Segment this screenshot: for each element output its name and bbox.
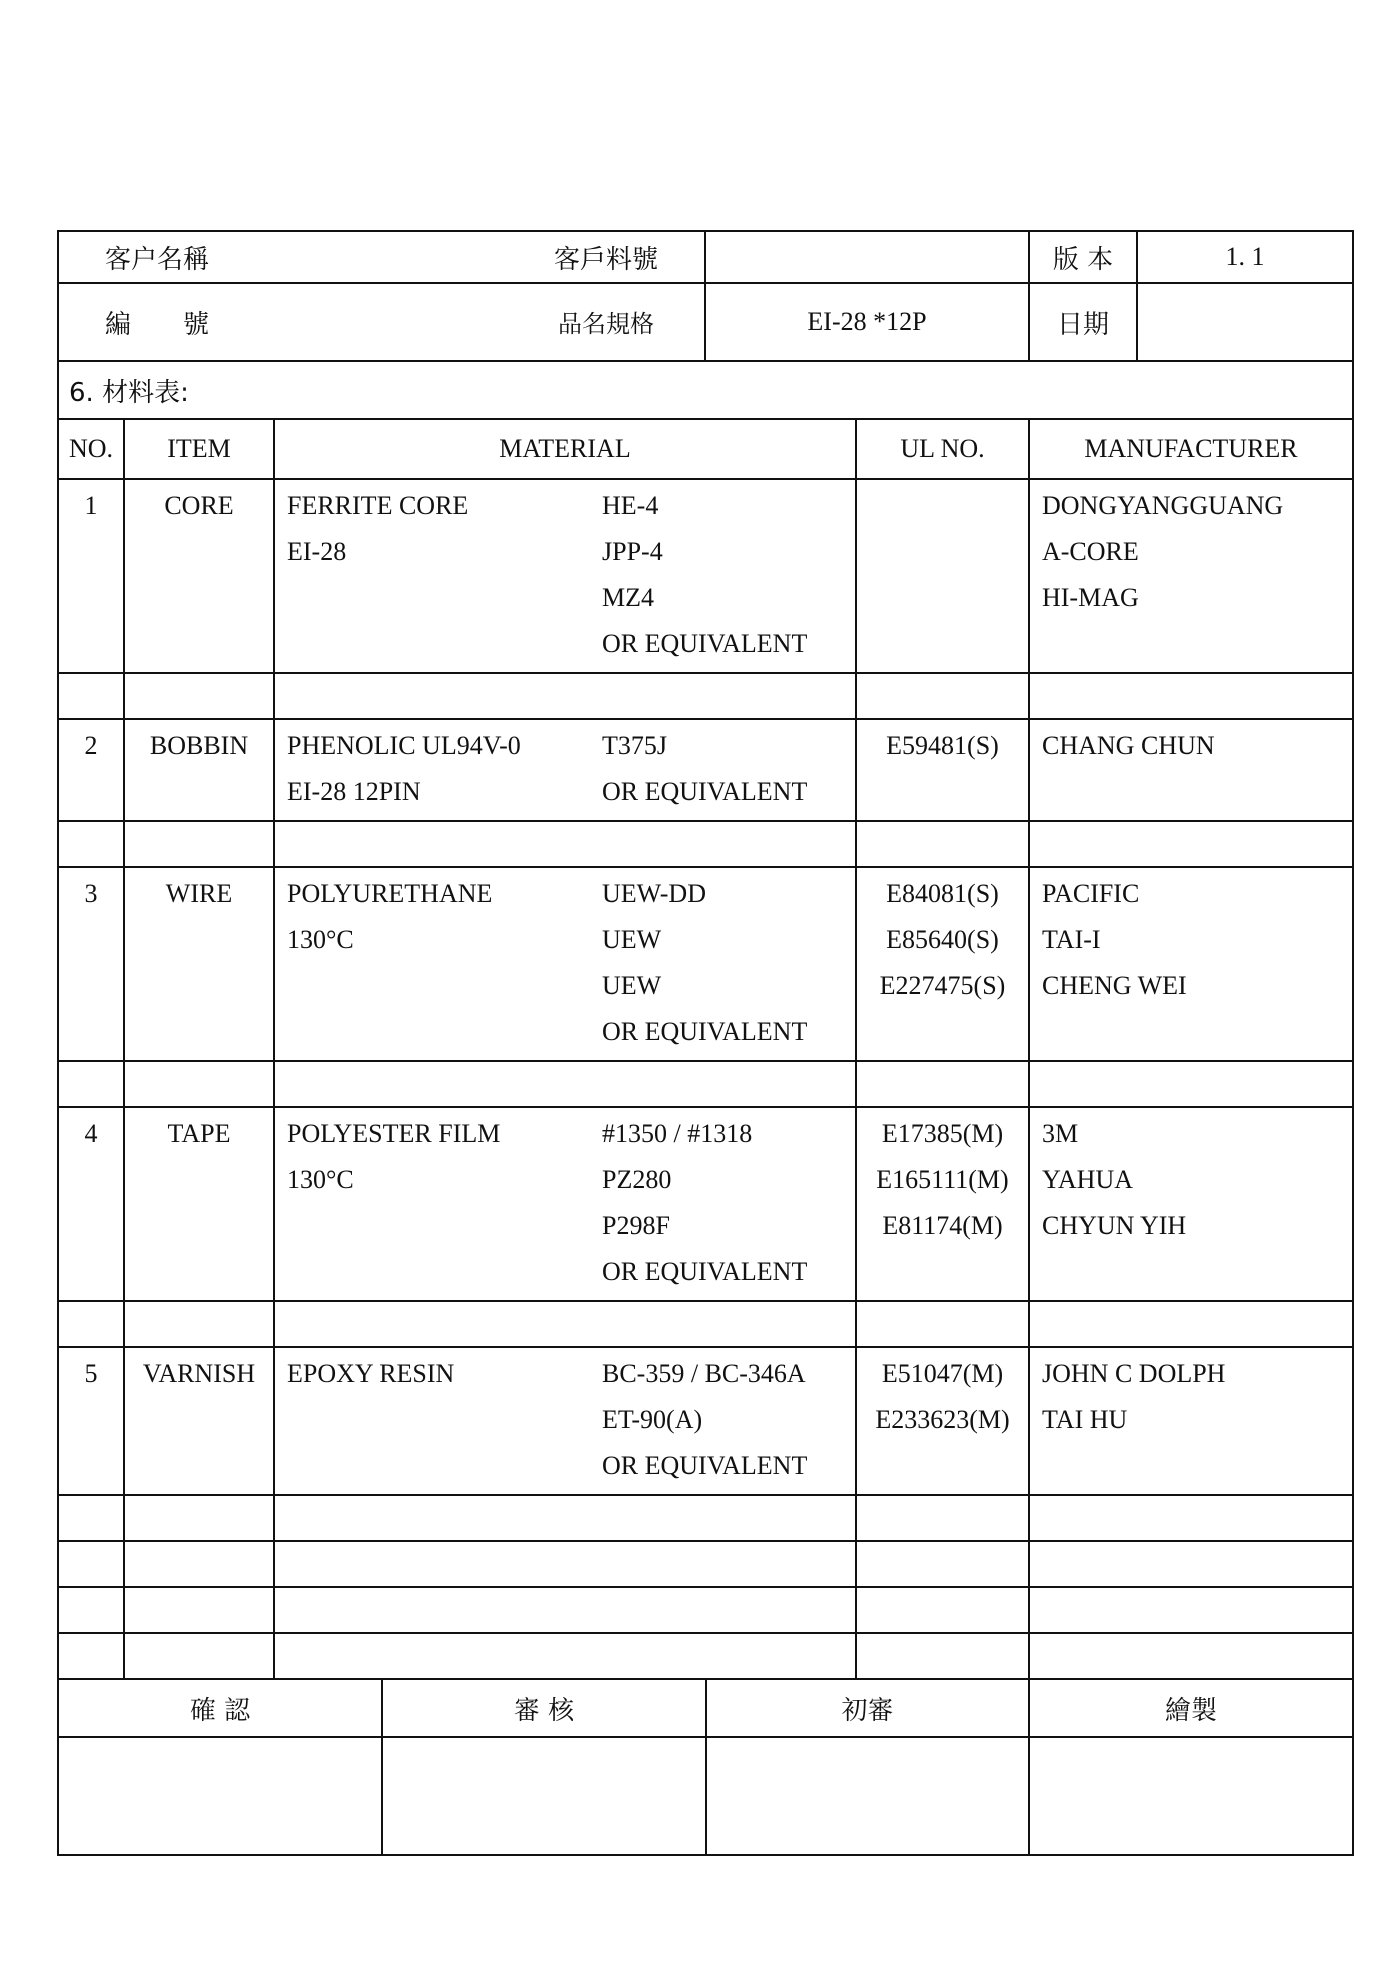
blank-cell	[124, 1587, 274, 1633]
col-item: ITEM	[124, 419, 274, 479]
material-desc-list	[287, 723, 602, 815]
blank-cell	[274, 1061, 856, 1107]
row-material-cell	[274, 1107, 856, 1301]
row-item: BOBBIN	[149, 731, 249, 760]
blank-cell	[856, 1633, 1029, 1679]
blank-cell	[856, 673, 1029, 719]
blank-cell	[1029, 1587, 1353, 1633]
row-no-cell	[58, 1107, 124, 1301]
blank-cell	[58, 1061, 124, 1107]
ul-number-list	[857, 1111, 1028, 1249]
blank-cell	[58, 1541, 124, 1587]
row-no: 1	[84, 491, 98, 520]
col-material: MATERIAL	[274, 419, 856, 479]
ul-number: E233623(M)	[875, 1405, 1010, 1434]
row-no-cell	[58, 719, 124, 821]
blank-cell	[124, 1633, 274, 1679]
manufacturer-name-list	[1042, 1351, 1352, 1443]
sig-drawn-box[interactable]	[1029, 1737, 1353, 1855]
ul-number: E165111(M)	[876, 1165, 1009, 1194]
customer-cell	[58, 231, 705, 283]
manufacturer-name: 3M	[1042, 1119, 1079, 1148]
row-item-cell	[124, 479, 274, 673]
col-manufacturer: MANUFACTURER	[1029, 419, 1353, 479]
blank-cell	[1029, 673, 1353, 719]
blank-cell	[856, 1301, 1029, 1347]
material-grade: UEW-DD	[602, 879, 706, 908]
blank-cell	[1029, 1301, 1353, 1347]
row-manufacturer-cell	[1029, 719, 1353, 821]
blank-cell	[58, 1495, 124, 1541]
material-desc: POLYESTER FILM	[287, 1119, 501, 1148]
row-manufacturer-cell	[1029, 479, 1353, 673]
row-material-cell	[274, 1347, 856, 1495]
blank-cell	[124, 1061, 274, 1107]
material-grade: UEW	[602, 925, 662, 954]
row-no: 5	[84, 1359, 98, 1388]
row-item-cell	[124, 719, 274, 821]
blank-row	[58, 673, 1353, 719]
material-rows	[58, 479, 1353, 1679]
blank-row	[58, 1061, 1353, 1107]
material-desc: PHENOLIC UL94V-0	[287, 731, 521, 760]
row-no: 2	[84, 731, 98, 760]
row-no-cell	[58, 1347, 124, 1495]
row-material-cell	[274, 479, 856, 673]
product-spec-value: EI-28 *12P	[705, 283, 1029, 361]
material-grade-list	[602, 723, 855, 815]
header-table	[57, 230, 1354, 420]
blank-cell	[124, 1541, 274, 1587]
sig-drawn-label: 繪製	[1029, 1679, 1353, 1737]
col-no: NO.	[58, 419, 124, 479]
ul-number-list	[857, 723, 1028, 769]
row-ul-cell	[856, 867, 1029, 1061]
row-item: WIRE	[165, 879, 233, 908]
row-item-cell	[124, 1347, 274, 1495]
manufacturer-name-list	[1042, 871, 1352, 1009]
material-grade: OR EQUIVALENT	[602, 1451, 808, 1480]
ul-number: E51047(M)	[881, 1359, 1004, 1388]
sig-confirm-box[interactable]	[58, 1737, 382, 1855]
material-grade-list	[602, 871, 855, 1055]
blank-row	[58, 821, 1353, 867]
ul-number: E17385(M)	[881, 1119, 1004, 1148]
manufacturer-name: YAHUA	[1042, 1165, 1133, 1194]
ul-number: E84081(S)	[886, 879, 999, 908]
row-no-cell	[58, 479, 124, 673]
material-grade: OR EQUIVALENT	[602, 629, 808, 658]
table-row	[58, 479, 1353, 673]
blank-row	[58, 1541, 1353, 1587]
manufacturer-name: PACIFIC	[1042, 879, 1140, 908]
row-ul-cell	[856, 1347, 1029, 1495]
material-grade: ET-90(A)	[602, 1405, 703, 1434]
blank-cell	[1029, 1541, 1353, 1587]
row-item: CORE	[164, 491, 234, 520]
manufacturer-name-list	[1042, 1111, 1352, 1249]
ul-number: E59481(S)	[886, 731, 999, 760]
material-grade: JPP-4	[602, 537, 663, 566]
material-grade: UEW	[602, 971, 662, 1000]
table-row	[58, 1107, 1353, 1301]
material-grade: #1350 / #1318	[602, 1119, 753, 1148]
manufacturer-name: A-CORE	[1042, 537, 1139, 566]
blank-cell	[274, 821, 856, 867]
blank-cell	[856, 1495, 1029, 1541]
material-grade-list	[602, 483, 855, 667]
blank-cell	[274, 1495, 856, 1541]
blank-row	[58, 1301, 1353, 1347]
row-manufacturer-cell	[1029, 1107, 1353, 1301]
blank-row	[58, 1495, 1353, 1541]
customer-part-value	[705, 231, 1029, 283]
blank-cell	[124, 673, 274, 719]
material-desc-list	[287, 1111, 602, 1295]
ul-number-list	[857, 871, 1028, 1009]
number-label: 編 號	[105, 309, 210, 340]
blank-cell	[124, 821, 274, 867]
material-desc-list	[287, 1351, 602, 1489]
blank-cell	[856, 1061, 1029, 1107]
blank-cell	[274, 1541, 856, 1587]
number-cell	[58, 283, 705, 361]
material-desc-list	[287, 871, 602, 1055]
blank-cell	[274, 1587, 856, 1633]
row-no: 3	[84, 879, 98, 908]
material-grade-list	[602, 1111, 855, 1295]
material-grade: P298F	[602, 1211, 670, 1240]
manufacturer-name: TAI-I	[1042, 925, 1101, 954]
blank-cell	[1029, 1495, 1353, 1541]
material-desc-list	[287, 483, 602, 667]
column-header-row	[58, 419, 1353, 479]
blank-cell	[856, 1587, 1029, 1633]
material-grade: PZ280	[602, 1165, 672, 1194]
row-no-cell	[58, 867, 124, 1061]
row-material-cell	[274, 719, 856, 821]
manufacturer-name: HI-MAG	[1042, 583, 1139, 612]
material-grade: OR EQUIVALENT	[602, 777, 808, 806]
manufacturer-name: CHENG WEI	[1042, 971, 1187, 1000]
blank-cell	[1029, 821, 1353, 867]
blank-cell	[856, 821, 1029, 867]
customer-part-label: 客戶料號	[553, 244, 658, 275]
material-desc: EI-28	[287, 537, 347, 566]
row-ul-cell	[856, 719, 1029, 821]
material-grade: HE-4	[602, 491, 659, 520]
section-title: 6. 材料表:	[58, 361, 1353, 419]
version-label: 版 本	[1029, 231, 1137, 283]
sig-confirm-label: 確 認	[58, 1679, 382, 1737]
blank-cell	[58, 1587, 124, 1633]
blank-cell	[58, 821, 124, 867]
ul-number: E227475(S)	[879, 971, 1006, 1000]
blank-cell	[58, 673, 124, 719]
blank-cell	[274, 673, 856, 719]
sig-initial-review-label: 初審	[706, 1679, 1029, 1737]
row-item-cell	[124, 1107, 274, 1301]
material-table	[57, 418, 1354, 1680]
material-grade: OR EQUIVALENT	[602, 1257, 808, 1286]
material-grade: OR EQUIVALENT	[602, 1017, 808, 1046]
blank-cell	[856, 1541, 1029, 1587]
row-item-cell	[124, 867, 274, 1061]
version-value: 1. 1	[1137, 231, 1353, 283]
blank-cell	[274, 1633, 856, 1679]
material-desc: 130°C	[287, 1165, 354, 1194]
material-desc: POLYURETHANE	[287, 879, 493, 908]
blank-cell	[58, 1633, 124, 1679]
sig-initial-review-box[interactable]	[706, 1737, 1029, 1855]
manufacturer-name-list	[1042, 483, 1352, 621]
blank-cell	[1029, 1061, 1353, 1107]
material-desc: EI-28 12PIN	[287, 777, 421, 806]
row-item: TAPE	[167, 1119, 231, 1148]
ul-number: E85640(S)	[886, 925, 999, 954]
material-desc: 130°C	[287, 925, 354, 954]
manufacturer-name: DONGYANGGUANG	[1042, 491, 1284, 520]
blank-cell	[274, 1301, 856, 1347]
blank-row	[58, 1633, 1353, 1679]
material-spec-sheet	[57, 230, 1352, 1856]
table-row	[58, 1347, 1353, 1495]
material-grade: MZ4	[602, 583, 654, 612]
blank-cell	[124, 1495, 274, 1541]
row-no: 4	[84, 1119, 98, 1148]
date-value	[1137, 283, 1353, 361]
blank-cell	[1029, 1633, 1353, 1679]
sig-review-label: 審 核	[382, 1679, 706, 1737]
customer-name-label: 客户名稱	[105, 244, 210, 275]
blank-cell	[58, 1301, 124, 1347]
manufacturer-name: CHANG CHUN	[1042, 731, 1215, 760]
table-row	[58, 719, 1353, 821]
material-desc: FERRITE CORE	[287, 491, 469, 520]
ul-number: E81174(M)	[882, 1211, 1003, 1240]
material-grade: BC-359 / BC-346A	[602, 1359, 806, 1388]
manufacturer-name: JOHN C DOLPH	[1042, 1359, 1226, 1388]
row-ul-cell	[856, 479, 1029, 673]
row-material-cell	[274, 867, 856, 1061]
material-grade: T375J	[602, 731, 667, 760]
blank-row	[58, 1587, 1353, 1633]
material-desc: EPOXY RESIN	[287, 1359, 455, 1388]
ul-number-list	[857, 1351, 1028, 1443]
manufacturer-name: TAI HU	[1042, 1405, 1128, 1434]
signature-table	[57, 1678, 1354, 1856]
material-grade-list	[602, 1351, 855, 1489]
sig-review-box[interactable]	[382, 1737, 706, 1855]
row-manufacturer-cell	[1029, 867, 1353, 1061]
blank-cell	[124, 1301, 274, 1347]
manufacturer-name: CHYUN YIH	[1042, 1211, 1187, 1240]
col-ul: UL NO.	[856, 419, 1029, 479]
product-spec-label: 品名規格	[558, 309, 654, 338]
row-ul-cell	[856, 1107, 1029, 1301]
date-label: 日期	[1029, 283, 1137, 361]
row-manufacturer-cell	[1029, 1347, 1353, 1495]
row-item: VARNISH	[142, 1359, 256, 1388]
table-row	[58, 867, 1353, 1061]
manufacturer-name-list	[1042, 723, 1352, 769]
